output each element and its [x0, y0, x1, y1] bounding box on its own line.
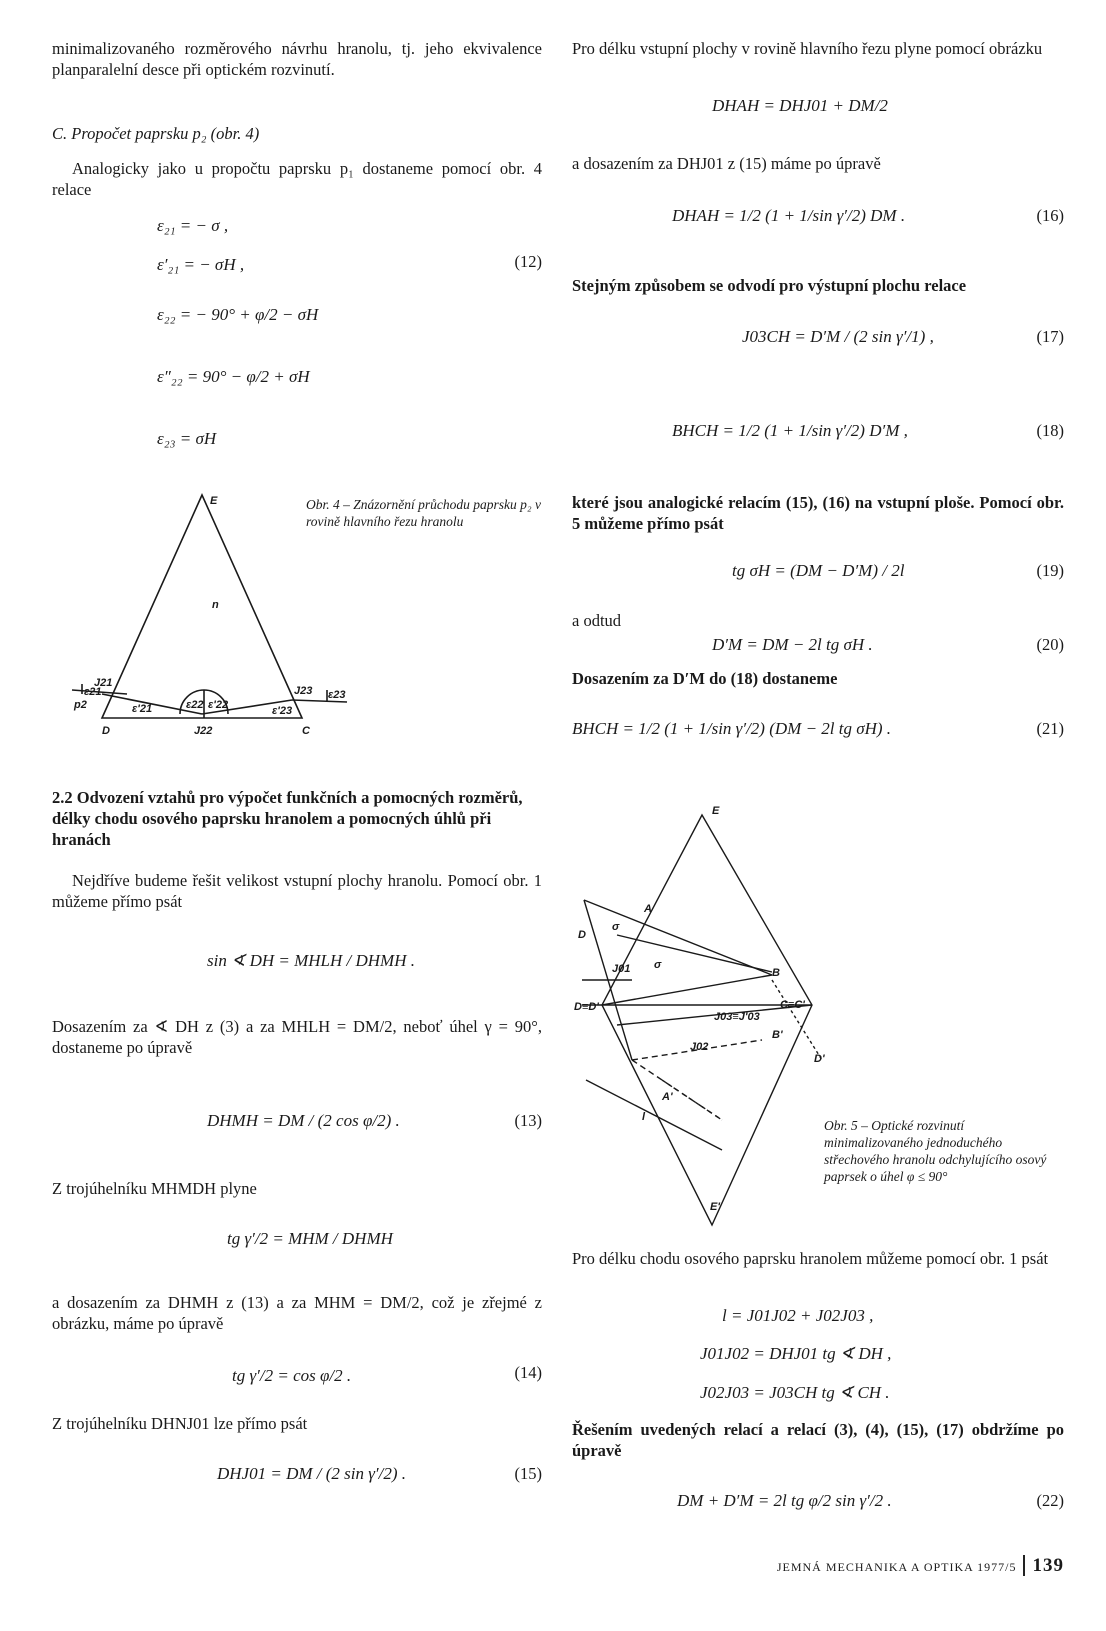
- len-paragraph: Pro délku vstupní plochy v rovině hlavního řezu plyne pomocí obrázku: [572, 39, 1043, 58]
- fig5-label: σ: [654, 959, 662, 971]
- fig4-label: ε'21: [132, 703, 153, 715]
- eq-j02j03: J02J03 = J03CH tg ∢ CH .: [700, 1383, 890, 1402]
- subst-paragraph-r: a dosazením za DHJ01 z (15) máme po úpravě: [572, 154, 881, 173]
- fig4-label: J23: [294, 685, 313, 697]
- fig5-label: J03≡J'03: [714, 1011, 760, 1023]
- analog-paragraph-r: které jsou analogické relacím (15), (16) na vstupní ploše. Pomocí obr. 5 můžeme přímo psát: [572, 493, 1064, 534]
- eq17: J03CH = D′M / (2 sin γ′/1) ,: [742, 327, 934, 346]
- eq19-number: (19): [1036, 561, 1064, 580]
- fig5-label: C≡C': [780, 999, 805, 1011]
- same-paragraph: Stejným způsobem se odvodí pro výstupní plochu relace: [572, 276, 967, 295]
- fig5-label: E: [712, 805, 720, 817]
- eq13-number: (13): [514, 1111, 542, 1130]
- figure-5-caption: Obr. 5 – Optické rozvinutí minimalizovaného jednoduchého střechového hranolu odchylujícího osový paprsek o úhel φ ≤ 90°: [824, 1118, 1047, 1184]
- eq22-number: (22): [1036, 1491, 1064, 1510]
- fig5-label: A': [662, 1091, 673, 1103]
- fig4-label: ε22: [186, 699, 204, 711]
- journal-name: JEMNÁ MECHANIKA A OPTIKA 1977/5: [776, 1560, 1017, 1574]
- eq-sin-dh: sin ∢ DH = MHLH / DHMH .: [207, 951, 415, 970]
- eq16: DHAH = 1/2 (1 + 1/sin γ′/2) DM .: [672, 206, 906, 225]
- solve-paragraph: Řešením uvedených relací a relací (3), (4), (15), (17) obdržíme po úpravě: [572, 1420, 1064, 1461]
- fig4-label: ε23: [328, 689, 346, 701]
- intro-paragraph: minimalizovaného rozměrového návrhu hranolu, tj. jeho ekvivalence planparalelní desce při optickém rozvinutí.: [52, 39, 542, 80]
- fig4-label: J21: [94, 677, 113, 689]
- fig5-label: D≡D': [574, 1001, 599, 1013]
- fig4-label: E: [210, 495, 218, 507]
- fig5-label: D': [814, 1053, 825, 1065]
- fig5-label: D: [578, 929, 586, 941]
- eq12-line-3: ε₂₂ = − 90° + φ/2 − σH: [157, 305, 319, 324]
- eq15: DHJ01 = DM / (2 sin γ′/2) .: [217, 1464, 407, 1483]
- fig4-label: D: [102, 725, 110, 737]
- figure-4-caption: Obr. 4 – Znázornění průchodu paprsku p₂ v rovině hlavního řezu hranolu: [306, 497, 541, 529]
- triangle2-paragraph: Z trojúhelníku DHNJ01 lze přímo psát: [52, 1414, 308, 1433]
- subst2-paragraph: a dosazením za DHMH z (13) a za MHM = DM/2, což je zřejmé z obrázku, máme po úpravě: [52, 1293, 542, 1334]
- page-number: 139: [1023, 1555, 1065, 1576]
- fig5-label: J01: [612, 963, 631, 975]
- fig5-label: B': [772, 1029, 783, 1041]
- fig5-label: A: [644, 903, 652, 915]
- axial-paragraph: Pro délku chodu osového paprsku hranolem můžeme pomocí obr. 1 psát: [572, 1249, 1049, 1268]
- eq20: D′M = DM − 2l tg σH .: [712, 635, 873, 654]
- fig5-label: l: [642, 1111, 646, 1123]
- eq-dhah: DHAH = DHJ01 + DM/2: [712, 96, 888, 115]
- fig5-label: σ: [612, 921, 620, 933]
- fig4-label: C: [302, 725, 310, 737]
- eq18: BHCH = 1/2 (1 + 1/sin γ′/2) D′M ,: [672, 421, 908, 440]
- fig5-label: B: [772, 967, 780, 979]
- eq22: DM + D′M = 2l tg φ/2 sin γ′/2 .: [677, 1491, 892, 1510]
- eq21-number: (21): [1036, 719, 1064, 738]
- section-2-2-heading: 2.2 Odvození vztahů pro výpočet funkčních a pomocných rozměrů, délky chodu osového paprsku hranolem a pomocných úhlů při hranách: [52, 788, 523, 850]
- odtud-paragraph: a odtud: [572, 611, 622, 630]
- eq14-number: (14): [514, 1363, 542, 1382]
- eq12-number: (12): [514, 252, 542, 271]
- eq16-number: (16): [1036, 206, 1064, 225]
- eq-j01j02: J01J02 = DHJ01 tg ∢ DH ,: [700, 1344, 892, 1363]
- subst-paragraph: Dosazením za ∢ DH z (3) a za MHLH = DM/2, neboť úhel γ = 90°, dostaneme po úpravě: [52, 1017, 542, 1058]
- fig4-label: n: [212, 599, 219, 611]
- eq12-line-5: ε₂₃ = σH: [157, 429, 217, 448]
- eq-l: l = J01J02 + J02J03 ,: [722, 1306, 874, 1325]
- analog-paragraph: Analogicky jako u propočtu paprsku p₁ dostaneme pomocí obr. 4 relace: [52, 159, 542, 200]
- eq12-line-4: ε″₂₂ = 90° − φ/2 + σH: [157, 367, 310, 386]
- fig4-label: ε21: [84, 686, 102, 698]
- heading-c: C. Propočet paprsku p₂ (obr. 4): [52, 124, 260, 143]
- eq-tg-gamma: tg γ′/2 = MHM / DHMH: [227, 1229, 393, 1248]
- fig4-label: ε'23: [272, 705, 293, 717]
- eq12-line-2: ε′₂₁ = − σH ,: [157, 255, 245, 274]
- eq15-number: (15): [514, 1464, 542, 1483]
- fig4-label: p2: [74, 699, 87, 711]
- fig5-label: E': [710, 1201, 720, 1213]
- page-footer: [777, 1554, 1064, 1579]
- eq19: tg σH = (DM − D′M) / 2l: [732, 561, 905, 580]
- eq17-number: (17): [1036, 327, 1064, 346]
- eq12-line-1: ε₂₁ = − σ ,: [157, 216, 229, 235]
- eq14: tg γ′/2 = cos φ/2 .: [232, 1366, 352, 1385]
- triangle1-paragraph: Z trojúhelníku MHMDH plyne: [52, 1179, 257, 1198]
- first-paragraph: Nejdříve budeme řešit velikost vstupní plochy hranolu. Pomocí obr. 1 můžeme přímo psát: [52, 871, 542, 912]
- eq13: DHMH = DM / (2 cos φ/2) .: [207, 1111, 400, 1130]
- fig5-label: J02: [690, 1041, 709, 1053]
- eq20-number: (20): [1036, 635, 1064, 654]
- subst18-paragraph: Dosazením za D′M do (18) dostaneme: [572, 669, 838, 688]
- eq21: BHCH = 1/2 (1 + 1/sin γ′/2) (DM − 2l tg σH) .: [572, 719, 892, 738]
- fig4-label: ε'22: [208, 699, 229, 711]
- eq18-number: (18): [1036, 421, 1064, 440]
- fig4-label: J22: [194, 725, 213, 737]
